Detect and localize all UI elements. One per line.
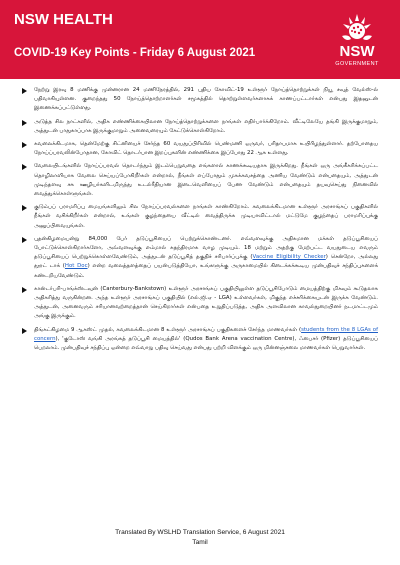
inline-link[interactable]: Vaccine Eligibility Checker bbox=[252, 254, 326, 261]
key-point-text: திங்கட்கிழமை 9 ஆகஸ்ட் முதல், கவலைக்கிடமான 8 உள்ளூர் அரசாங்கப் பகுதிகளைச் சேர்ந்த மாணவர்கள் ( bbox=[34, 326, 302, 333]
bullet-arrow-icon bbox=[22, 287, 27, 293]
page-subtitle: COVID-19 Key Points - Friday 6 August 2021 bbox=[14, 47, 256, 59]
bullet-arrow-icon bbox=[22, 328, 27, 334]
key-point-text: ) என்ற வலைத்தளத்தைப் பயன்படுத்தியோ, உங்களுக்கு அருகாமையில் கிடைக்கக்கூடிய முன்பதிவுச் சந்திப்புகளைக் கண்டறியவேண்டும். bbox=[34, 263, 379, 279]
key-point-item bbox=[22, 326, 378, 354]
bullet-arrow-icon bbox=[22, 142, 27, 148]
key-point-text: கான்டர்பரி-பாங்க்ஸ்டவுன் (Canterbury-Bankstown) உள்ளூர் அரசாங்கப் பகுதியிலுள்ள தடுப்பூசிபோடும் மையத்திற்கு மிகவும் கூடுதலாக அதிகரித்து வருகின்றன. அந்த உள்ளூர் அரசாங்கப் பகுதியில் (எல்.ஜி.ஏ - LGA) உள்ளவர்கள், மிகுந்த எச்சரிக்கையுடன் இருக்க வேண்டும். அத்துடன், அனைவரும் சரியானவற்றைத்தான் செய்கிறார்கள் என்பதை உறுதிப்படுத்த, அதிக அளவிலான காவல்துறையினர் நடமாட்டமும் அங்கு இருக்கும். bbox=[34, 285, 378, 320]
translation-credit: Translated By WSLHD Translation Service, 6 August 2021 bbox=[115, 529, 285, 536]
key-point-item bbox=[22, 203, 378, 231]
header-banner bbox=[0, 0, 400, 79]
key-point-item bbox=[22, 235, 378, 281]
key-point-item bbox=[22, 118, 378, 136]
key-point-item bbox=[22, 86, 378, 114]
key-point-text: கவலைக்கிடமாக, தென்மேற்கு சிட்னியைச் சேர்ந்த 60 வயதுப்பிரிவில் பெண்மணி ஒருவர், பரிதாபமாக உயிரிழந்துள்ளார். தற்போதைய நோய்ப்பரவலின்போதான, கோவிட் தொடர்பான இறப்புகளின் எண்ணிக்கை இப்போது 22 ஆக உள்ளது. bbox=[34, 141, 378, 157]
language-label: Tamil bbox=[192, 539, 208, 546]
footer bbox=[0, 528, 400, 548]
inline-link[interactable]: Hot Doc bbox=[64, 263, 88, 270]
key-points-list bbox=[22, 86, 378, 357]
key-point-item bbox=[22, 285, 378, 322]
key-point-text: வேலையிடங்களில் நோய்ப்பரவல் தொடர்ந்தும் இடம்பெறுவதை எங்களால் காணக்கூடியதாக இருக்கிறது. நீங்கள் ஒரு அங்கீகரிக்கப்பட்ட தொழிலாளியாக வேலை செய்யப்போகிறீர்கள் என்றால், நீங்கள் எப்போதும் முகக்கவசத்தை அணிய வேண்டும் என்பதையும், அத்துடன் முடிந்தளவு சக ஊழியர்களிடமிருந்து உடல்ரீதியான இடைவெளியைப் பேண வேண்டும் என்பதையும் தயவுசெய்து நினைவில் வைத்துக்கொள்ளுங்கள். bbox=[34, 163, 378, 198]
bullet-arrow-icon bbox=[22, 120, 27, 126]
key-point-text: நேற்று இரவு 8 மணிக்கு முன்னரான 24 மணிநேரத்தில், 291 புதிய கோவிட்-19 உள்ளூர் நோய்த்தொற்றுக்கள் நியூ சவுத் வேல்ஸ்-ல் பதிவாகியுள்ளன. குறைந்தது 50 நோய்த்தொற்றாளர்கள் சமூகத்தில் தொற்றுள்ளவர்களாகக் காணப்பட்டார்கள் என்பது இதனுடன் இணைக்கப்பட்டுள்ளது. bbox=[34, 87, 378, 112]
nsw-government-logo bbox=[327, 12, 387, 70]
key-point-text: ), 'குடோஸ் வங்கி அரங்கத் தடுப்பூசி மையத்தில்' (Qudos Bank Arena vaccination Centre), ஃபைசர் (Pfizer) தடுப்பூசியைப் பெறலாம். முன்பதிவுச் சந்திப்பு ஒன்றை எவ்வாறு பதிவு செய்வது என்பது பற்றி விளக்கும் ஒரு மின்னஞ்சலை மாணவர்கள் பெறுவார்கள். bbox=[34, 335, 378, 352]
key-point-item bbox=[22, 140, 378, 158]
bullet-arrow-icon bbox=[22, 205, 27, 211]
page-title: NSW HEALTH bbox=[14, 11, 113, 28]
inline-link[interactable]: students from the 8 LGAs of concern bbox=[34, 326, 378, 342]
key-point-text: புதன்கிழமையன்று 84,000 பேர் தடுப்பூசியைப் பெற்றுக்கொண்டனர். எவ்வளவுக்கு அதிகமான மக்கள் தடுப்பூசியைப் போட்டுக்கொள்கிறார்களோ, அவ்வளவுக்கு எம்மால் சுதந்திரமாக வாழ முடியும். 18 மற்றும் அதற்கு மேற்பட்ட வயதுடைய எவரும் தடுப்பூசியைப் பெற்றுக்கொள்ளவேண்டும், அத்துடன் தடுப்பூசித் தகுதிச் சரிபார்ப்புக்கு ( bbox=[34, 235, 378, 261]
logo-government-text: GOVERNMENT bbox=[335, 61, 379, 67]
bullet-arrow-icon bbox=[22, 164, 27, 170]
bullet-arrow-icon bbox=[22, 237, 27, 243]
key-point-text: குடும்பப் பராமரிப்பு மையங்களிலும் சில நோய்ப்பரவல்களை நாங்கள் காண்கிறோம். கவலைக்கிடமான உள்ளூர் அரசாங்கப் பகுதிகளில் நீங்கள் வசிக்கிறீர்கள் என்றால், உங்கள் குழந்தையை வீட்டில் வைத்திருக்க முடியாவிட்டால் மட்டுமே குழந்தைப் பராமரிப்புக்கு அனுப்பிவையுங்கள். bbox=[34, 204, 378, 229]
waratah-icon bbox=[339, 12, 375, 46]
key-point-text: அடுத்த சில நாட்களில், அதிக எண்ணிக்கையிலான நோய்த்தொற்றுக்களை நாங்கள் எதிர்பார்க்கிறோம். வீட்டிலேயே தங்கி இருக்குமாறும், அத்துடன் பாதுகாப்பாக இருக்குமாறும் அனைவரையும் கேட்டுக்கொள்கிறோம். bbox=[34, 118, 378, 134]
bullet-arrow-icon bbox=[22, 88, 27, 94]
logo-nsw-text: NSW bbox=[339, 43, 375, 60]
key-point-item bbox=[22, 162, 378, 199]
key-point-text: ) சென்றோ, அல்லது தூரட் டாக் ( bbox=[34, 254, 378, 270]
